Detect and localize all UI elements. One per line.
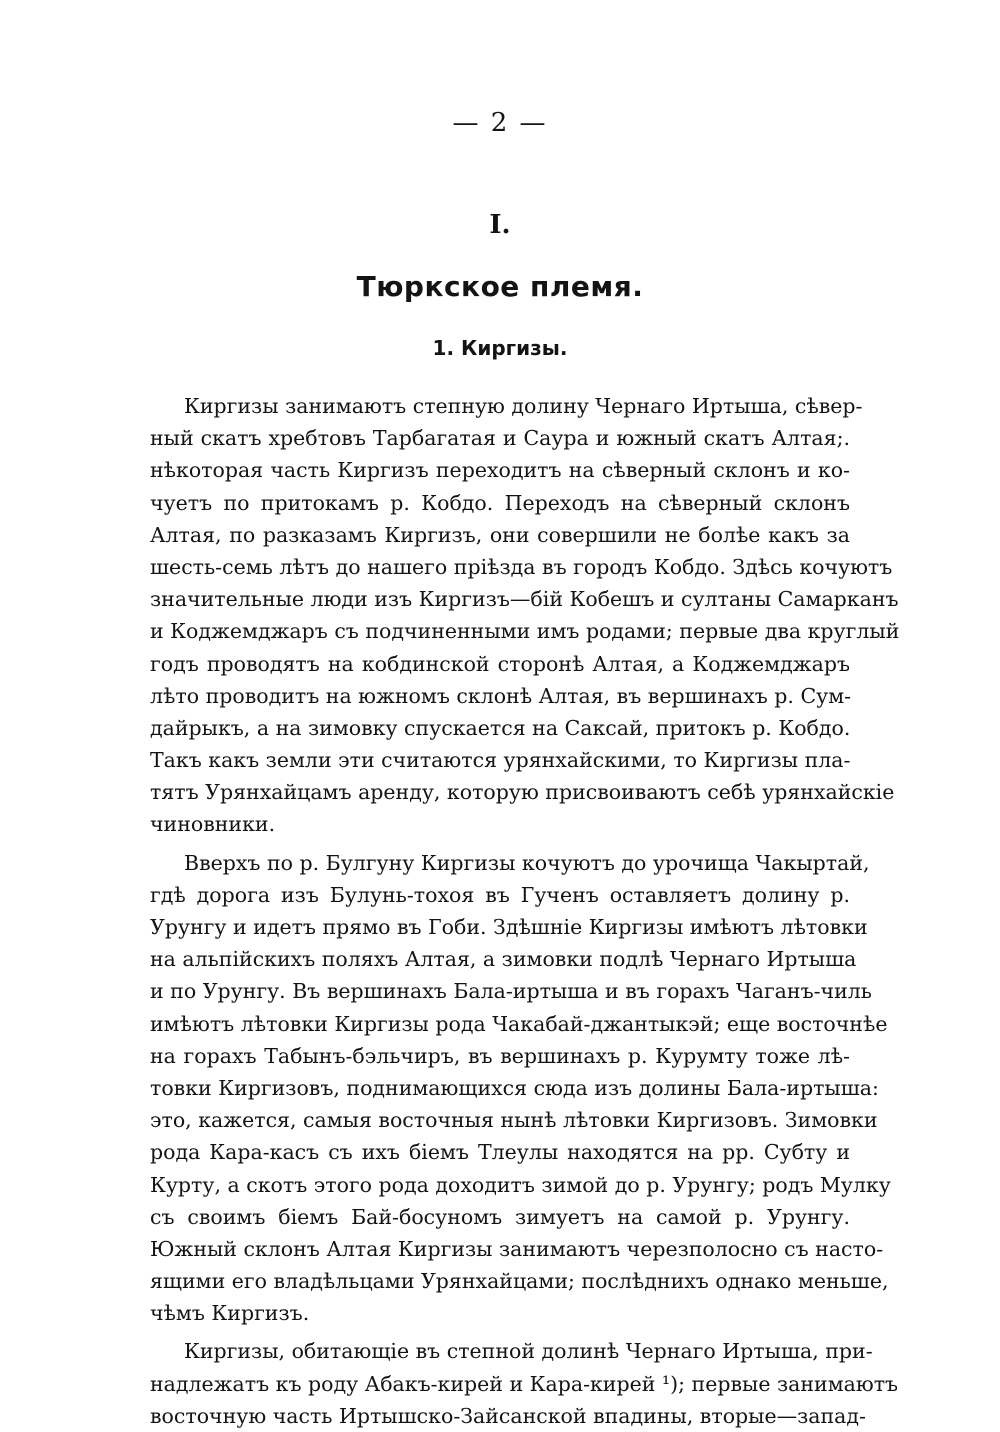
text-line: годъ проводятъ на кобдинской сторонѣ Алтая, а Коджемджаръ: [150, 651, 850, 676]
text-line: лѣто проводитъ на южномъ склонѣ Алтая, въ вершинахъ р. Сум-: [150, 683, 852, 708]
text-line: Вверхъ по р. Булгуну Киргизы кочуютъ до урочища Чакыртай,: [184, 850, 870, 875]
paragraph: [150, 847, 891, 1330]
text-line: Курту, а скотъ этого рода доходитъ зимой до р. Урунгу; родъ Мулку: [150, 1172, 891, 1197]
paragraph: [150, 1335, 899, 1432]
text-line: ящими его владѣльцами Урянхайцами; послѣднихъ однако меньше,: [150, 1269, 889, 1294]
text-line: съ своимъ біемъ Бай-босуномъ зимуетъ на самой р. Урунгу.: [150, 1204, 850, 1229]
text-line: Алтая, по разказамъ Киргизъ, они совершили не болѣе какъ за: [150, 522, 850, 547]
text-line: рода Кара-касъ съ ихъ біемъ Тлеулы находятся на рр. Субту и: [150, 1140, 850, 1165]
text-line: Такъ какъ земли эти считаются урянхайскими, то Киргизы пла-: [150, 748, 851, 773]
text-line: шесть-семь лѣтъ до нашего пріѣзда въ городъ Кобдо. Здѣсь кочуютъ: [150, 554, 893, 579]
page-number: — 2 —: [452, 108, 548, 138]
text-line: это, кажется, самыя восточныя нынѣ лѣтовки Киргизовъ. Зимовки: [150, 1108, 878, 1133]
text-line: нѣкоторая часть Киргизъ переходитъ на сѣверный склонъ и ко-: [150, 458, 850, 483]
text-line: надлежатъ къ роду Абакъ-кирей и Кара-кирей ¹); первые занимаютъ: [150, 1371, 899, 1396]
text-line: Киргизы занимаютъ степную долину Чернаго Иртыша, сѣвер-: [184, 394, 863, 418]
text-line: чиновники.: [150, 812, 276, 837]
chapter-title: Тюркское племя.: [356, 270, 644, 303]
text-line: Киргизы, обитающіе въ степной долинѣ Чернаго Иртыша, при-: [184, 1339, 873, 1364]
text-line: тятъ Урянхайцамъ аренду, которую присвоиваютъ себѣ урянхайскіе: [150, 780, 895, 805]
paragraph: [150, 390, 900, 841]
text-line: Урунгу и идетъ прямо въ Гоби. Здѣшніе Киргизы имѣютъ лѣтовки: [150, 915, 868, 939]
text-line: и Коджемджаръ съ подчиненными имъ родами; первые два круглый: [150, 619, 900, 644]
section-number: I.: [489, 210, 511, 240]
text-line: на альпійскихъ поляхъ Алтая, а зимовки подлѣ Чернаго Иртыша: [150, 947, 857, 972]
text-line: восточную часть Иртышско-Зайсанской впадины, вторые—запад-: [150, 1403, 866, 1428]
subsection-title: 1. Киргизы.: [432, 336, 568, 360]
text-line: на горахъ Табынъ-бэльчиръ, въ вершинахъ р. Курумту тоже лѣ-: [150, 1043, 850, 1068]
text-line: дайрыкъ, а на зимовку спускается на Саксай, притокъ р. Кобдо.: [150, 715, 851, 740]
body-text: [150, 390, 900, 1432]
text-line: товки Киргизовъ, поднимающихся сюда изъ долины Бала-иртыша:: [150, 1075, 879, 1100]
text-line: Южный склонъ Алтая Киргизы занимаютъ черезполосно съ насто-: [150, 1236, 884, 1261]
text-line: значительные люди изъ Киргизъ—бій Кобешъ и султаны Самарканъ: [150, 587, 899, 612]
text-line: и по Урунгу. Въ вершинахъ Бала-иртыша и въ горахъ Чаганъ-чиль: [150, 979, 872, 1004]
text-line: имѣютъ лѣтовки Киргизы рода Чакабай-джантыкэй; еще восточнѣе: [150, 1011, 888, 1036]
text-line: чѣмъ Киргизъ.: [150, 1301, 310, 1326]
text-line: чуетъ по притокамъ р. Кобдо. Переходъ на сѣверный склонъ: [150, 490, 850, 515]
text-line: ный скатъ хребтовъ Тарбагатая и Саура и южный скатъ Алтая;.: [150, 426, 850, 451]
text-line: гдѣ дорога изъ Булунь-тохоя въ Гученъ оставляетъ долину р.: [150, 882, 850, 907]
